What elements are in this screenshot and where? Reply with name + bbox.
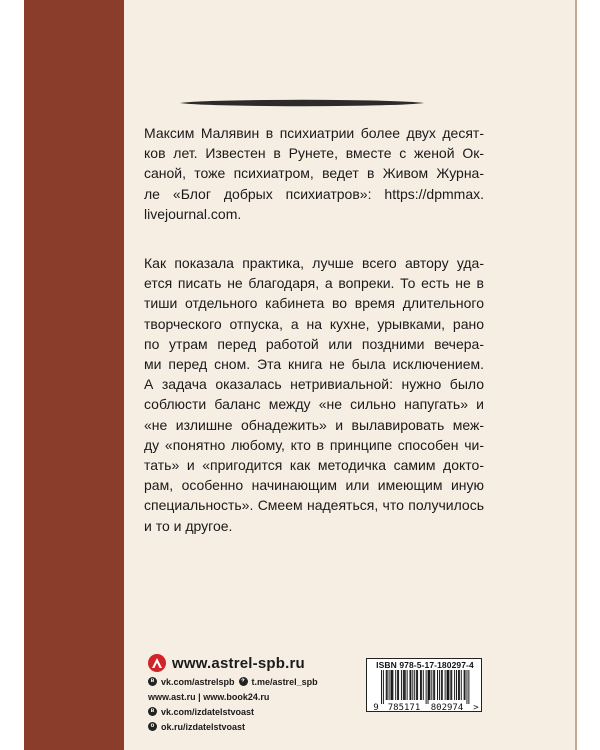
ok-link[interactable]: ok.ru/izdatelstvoast <box>161 721 246 732</box>
barcode-bar <box>447 670 448 700</box>
barcode-bar <box>395 670 396 700</box>
barcode-digit-first: 9 <box>373 703 379 713</box>
barcode-bar <box>450 670 451 700</box>
barcode-bar <box>431 670 432 700</box>
barcode-bar <box>410 670 411 700</box>
barcode-bar <box>407 670 408 700</box>
barcode-bar <box>439 670 440 700</box>
cover-edge <box>575 0 577 750</box>
text-line: А задача оказалась нетривиальной: нужно было <box>144 376 484 393</box>
telegram-link[interactable]: t.me/astrel_spb <box>251 676 318 687</box>
barcode-bar <box>391 670 392 700</box>
text-line: livejournal.com. <box>144 205 242 222</box>
barcode-bar <box>421 670 422 700</box>
astrel-logo-icon <box>148 654 166 672</box>
barcode-bar <box>445 670 446 700</box>
text-line: по утрам перед работой или поздними вечера- <box>144 335 484 352</box>
barcode-bar <box>423 670 424 700</box>
barcode-bar <box>442 670 443 700</box>
barcode-bar <box>405 670 406 700</box>
vk-icon: в <box>148 677 157 686</box>
text-line: ду «понятно любому, кто в принципе способен чи- <box>144 436 484 453</box>
text-line: специальность». Смеем надеяться, что получилось <box>144 497 484 514</box>
barcode-bar <box>387 670 388 700</box>
barcode-bars <box>367 659 483 713</box>
author-bio-paragraph <box>144 123 484 224</box>
spine-band <box>24 0 124 750</box>
publisher-website-link[interactable]: www.astrel-spb.ru <box>172 654 305 672</box>
barcode-bar <box>448 670 449 700</box>
vk-izdatelstvo-link[interactable]: vk.com/izdatelstvoast <box>161 706 255 717</box>
isbn-barcode <box>366 658 482 712</box>
text-line: тиши отдельного кабинета во время длительного <box>144 295 484 312</box>
text-line: саной, тоже психиатром, ведет в Живом Журна- <box>144 165 484 182</box>
barcode-bar <box>467 670 468 704</box>
text-line: Как показала практика, лучше всего автору уда- <box>144 255 484 271</box>
barcode-bar <box>389 670 390 700</box>
text-line: соблюсти баланс между «не сильно напугать» и <box>144 396 484 413</box>
barcode-bar <box>412 670 413 700</box>
text-line: тать» и «пригодится как методичка самим докто- <box>144 457 484 474</box>
barcode-bar <box>410 670 411 700</box>
barcode-bar <box>458 670 459 700</box>
barcode-bar <box>426 670 427 704</box>
barcode-bar <box>420 670 421 700</box>
barcode-bar <box>428 670 429 704</box>
barcode-bar <box>429 670 430 700</box>
book-description-paragraph <box>144 253 484 536</box>
barcode-bar <box>456 670 457 700</box>
barcode-bar <box>403 670 404 700</box>
barcode-bar <box>459 670 460 700</box>
barcode-bar <box>397 670 398 700</box>
text-line: творческого отпуска, а на кухне, урывками, рано <box>144 315 484 332</box>
text-line: ле «Блог добрых психиатров»: https://dpmmax. <box>144 185 484 202</box>
text-line: Максим Малявин в психиатрии более двух десят- <box>144 125 484 141</box>
barcode-bar <box>381 670 382 704</box>
barcode-digits-left: 785171 <box>387 703 421 713</box>
barcode-bar <box>464 670 465 700</box>
barcode-bar <box>468 670 469 704</box>
barcode-bar <box>429 670 430 700</box>
barcode-bar <box>404 670 405 700</box>
vk-icon: в <box>148 707 157 716</box>
decorative-divider <box>180 98 424 108</box>
barcode-bar <box>451 670 452 700</box>
text-line: ков лет. Известен в Рунете, вместе с женой Ок- <box>144 145 484 162</box>
barcode-bar <box>383 670 384 704</box>
barcode-bar <box>386 670 387 700</box>
barcode-bar <box>391 670 392 700</box>
barcode-bar <box>441 670 442 700</box>
barcode-bar <box>416 670 417 700</box>
telegram-icon: ✈ <box>240 678 246 684</box>
barcode-bar <box>401 670 402 700</box>
isbn-label: ISBN 978-5-17-180297-4 <box>376 660 474 670</box>
barcode-bar <box>414 670 415 700</box>
text-line: и то и другое. <box>144 517 233 534</box>
text-line: рам, особенно начинающим или имеющим иную <box>144 477 484 494</box>
barcode-bar <box>434 670 435 700</box>
barcode-bar <box>417 670 418 700</box>
ast-links[interactable]: www.ast.ru | www.book24.ru <box>148 691 270 702</box>
barcode-bar <box>437 670 438 700</box>
barcode-bar <box>433 670 434 700</box>
barcode-bar <box>461 670 462 700</box>
text-line: ется писать не благодаря, а вопреки. То есть не в <box>144 275 484 292</box>
barcode-bar <box>465 670 466 700</box>
barcode-bar <box>448 670 449 700</box>
barcode-bar <box>398 670 399 700</box>
ok-icon: о <box>148 722 157 731</box>
barcode-digits-right: 802974 <box>430 703 464 713</box>
vk-link[interactable]: vk.com/astrelspb <box>161 676 235 687</box>
barcode-bar <box>392 670 393 700</box>
barcode-bar <box>454 670 455 700</box>
barcode-quiet-mark: > <box>473 703 479 713</box>
text-line: ми перед сном. Эта книга не была исключением. <box>144 356 484 373</box>
publisher-footer <box>148 653 318 733</box>
text-line: «не излишне обнадежить» и вылавировать меж- <box>144 416 484 433</box>
